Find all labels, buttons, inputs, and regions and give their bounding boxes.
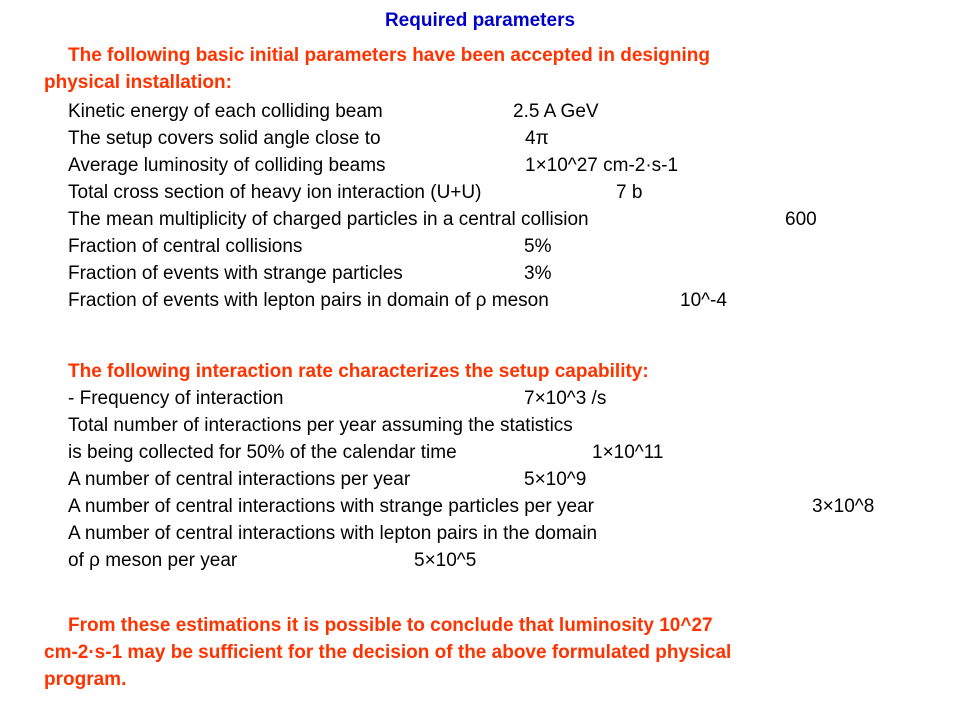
param-label: Fraction of events with lepton pairs in domain of ρ meson [68,290,549,311]
param-value: 1×10^27 cm-2·s-1 [525,155,679,176]
param-value: 10^-4 [680,290,727,311]
conclusion-line-1: From these estimations it is possible to conclude that luminosity 10^27 [68,615,713,636]
param-label: Fraction of central collisions [68,236,303,257]
intro-line-1: The following basic initial parameters have been accepted in designing [68,45,710,66]
param-value: 2.5 A GeV [513,101,599,122]
param-value: 4π [525,128,549,149]
param-label: Kinetic energy of each colliding beam [68,101,383,122]
param-label: Fraction of events with strange particles [68,263,403,284]
intro-line-2: physical installation: [44,72,232,93]
param-value: 7 b [616,182,643,203]
rate-value: 3×10^8 [812,496,875,517]
rate-label: - Frequency of interaction [68,388,284,409]
rate-label: Total number of interactions per year assuming the statistics [68,415,573,436]
rate-value: 5×10^9 [524,469,587,490]
rate-label: is being collected for 50% of the calendar time [68,442,457,463]
param-label: The mean multiplicity of charged particles in a central collision [68,209,589,230]
rate-value: 1×10^11 [592,442,664,463]
rate-label: A number of central interactions per year [68,469,411,490]
rate-label: A number of central interactions with strange particles per year [68,496,594,517]
param-label: Total cross section of heavy ion interaction (U+U) [68,182,482,203]
conclusion-paragraph [44,612,934,693]
conclusion-line-3: program. [44,669,127,690]
param-value: 3% [524,263,552,284]
rate-value: 5×10^5 [414,550,477,571]
rate-heading-paragraph [44,358,934,385]
slide-title: Required parameters [384,10,576,31]
rate-value: 7×10^3 /s [524,388,607,409]
param-value: 5% [524,236,552,257]
param-label: The setup covers solid angle close to [68,128,381,149]
rate-label: of ρ meson per year [68,550,238,571]
rate-heading: The following interaction rate characterizes the setup capability: [68,361,649,382]
rate-label: A number of central interactions with lepton pairs in the domain [68,523,598,544]
conclusion-line-2: cm-2·s-1 may be sufficient for the decision of the above formulated physical [44,642,732,663]
param-value: 600 [785,209,817,230]
param-label: Average luminosity of colliding beams [68,155,386,176]
intro-paragraph [44,42,934,96]
